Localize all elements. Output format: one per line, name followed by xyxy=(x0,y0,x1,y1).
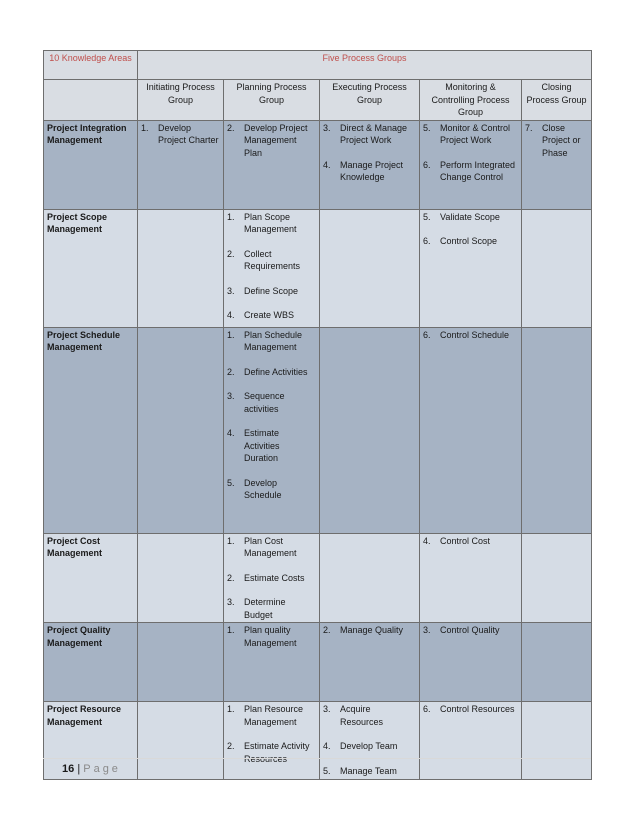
process-number: 5. xyxy=(227,477,235,488)
process-name: Perform Integrated Change Control xyxy=(440,159,516,182)
item-gap xyxy=(227,297,316,309)
table-row xyxy=(44,623,592,702)
process-number: 6. xyxy=(423,236,431,246)
process-name: Validate Scope xyxy=(440,211,500,222)
process-number: 6. xyxy=(423,159,431,170)
process-number: 5. xyxy=(423,122,431,133)
process-item xyxy=(227,390,316,415)
item-gap xyxy=(423,223,518,235)
process-item xyxy=(423,329,518,342)
process-cell-executing xyxy=(320,702,420,780)
process-cell-monitoring xyxy=(420,120,522,209)
process-number: 2. xyxy=(227,572,235,583)
blank-header xyxy=(44,80,138,121)
item-gap xyxy=(423,147,518,159)
process-number: 2. xyxy=(227,741,235,751)
process-name: Plan Resource Management xyxy=(244,704,304,727)
process-number: 1. xyxy=(227,211,235,222)
process-name: Control Scope xyxy=(440,236,498,246)
item-gap xyxy=(227,378,316,390)
process-item xyxy=(227,122,316,160)
process-number: 3. xyxy=(423,625,431,635)
process-cell-closing xyxy=(522,533,592,623)
knowledge-area-cell: Project Cost Management xyxy=(44,533,138,623)
process-name: Direct & Manage Project Work xyxy=(340,122,408,145)
process-name: Control Resources xyxy=(440,704,515,714)
process-name: Manage Quality xyxy=(340,625,404,635)
item-gap xyxy=(227,728,316,740)
process-item xyxy=(423,159,518,184)
process-number: 4. xyxy=(423,535,431,546)
process-item xyxy=(423,211,518,224)
process-number: 3. xyxy=(227,391,235,401)
col-header-planning: Planning Process Group xyxy=(224,80,320,121)
process-number: 3. xyxy=(323,122,331,133)
table-row xyxy=(44,120,592,209)
knowledge-area-cell: Project Schedule Management xyxy=(44,327,138,533)
item-gap xyxy=(227,465,316,477)
process-item xyxy=(227,248,316,273)
process-cell-executing xyxy=(320,120,420,209)
process-cell-monitoring xyxy=(420,327,522,533)
col-header-closing: Closing Process Group xyxy=(522,80,592,121)
process-number: 2. xyxy=(227,248,235,259)
process-item xyxy=(227,211,316,236)
process-cell-monitoring xyxy=(420,702,522,780)
process-name: Define Activities xyxy=(244,366,308,377)
process-name: Monitor & Control Project Work xyxy=(440,122,511,145)
process-cell-closing xyxy=(522,327,592,533)
knowledge-area-cell: Project Resource Management xyxy=(44,702,138,780)
process-cell-closing xyxy=(522,702,592,780)
item-gap xyxy=(227,236,316,248)
process-item xyxy=(227,703,316,728)
process-number: 2. xyxy=(323,625,331,635)
process-name: Estimate Activity Resources xyxy=(244,741,310,764)
process-name: Plan quality Management xyxy=(244,625,297,648)
process-number: 1. xyxy=(227,329,235,340)
process-cell-initiating xyxy=(138,702,224,780)
table-row xyxy=(44,327,592,533)
item-gap xyxy=(227,273,316,285)
process-name: Plan Cost Management xyxy=(244,535,297,558)
process-item xyxy=(227,740,316,765)
process-item xyxy=(323,703,416,728)
process-cell-planning xyxy=(224,327,320,533)
page-number: 16 xyxy=(62,763,75,775)
process-number: 6. xyxy=(423,704,431,714)
knowledge-area-cell: Project Integration Management xyxy=(44,120,138,209)
process-item xyxy=(323,740,416,753)
process-name: Define Scope xyxy=(244,285,299,296)
process-item xyxy=(227,329,316,354)
process-item xyxy=(227,477,316,502)
process-name: Control Schedule xyxy=(440,329,510,340)
process-name: Acquire Resources xyxy=(340,704,384,727)
footer-separator: | xyxy=(77,763,81,775)
process-item xyxy=(323,122,416,147)
knowledge-area-cell: Project Scope Management xyxy=(44,209,138,327)
process-number: 5. xyxy=(423,211,431,222)
process-name: Manage Team xyxy=(340,765,397,776)
process-cell-executing xyxy=(320,623,420,702)
process-cell-planning xyxy=(224,209,320,327)
process-name: Control Cost xyxy=(440,535,491,546)
process-number: 2. xyxy=(227,122,235,133)
process-name: Develop Schedule xyxy=(244,477,282,500)
item-gap xyxy=(323,147,416,159)
table-row xyxy=(44,533,592,623)
process-item xyxy=(423,235,518,248)
process-cell-initiating xyxy=(138,327,224,533)
knowledge-area-cell: Project Quality Management xyxy=(44,623,138,702)
process-number: 1. xyxy=(227,625,235,635)
process-number: 4. xyxy=(227,428,235,438)
process-item xyxy=(323,159,416,184)
process-name: Create WBS xyxy=(244,310,295,320)
process-number: 4. xyxy=(323,741,331,751)
process-number: 4. xyxy=(323,159,331,170)
process-groups-table xyxy=(43,50,592,780)
process-number: 3. xyxy=(227,285,235,296)
col-header-initiating: Initiating Process Group xyxy=(138,80,224,121)
table-row xyxy=(44,702,592,780)
item-gap xyxy=(227,560,316,572)
process-cell-planning xyxy=(224,702,320,780)
process-cell-executing xyxy=(320,533,420,623)
process-item xyxy=(323,624,416,637)
process-name: Control Quality xyxy=(440,625,500,635)
page-footer xyxy=(62,762,121,776)
col-header-monitoring: Monitoring & Controlling Process Group xyxy=(420,80,522,121)
process-cell-closing xyxy=(522,120,592,209)
process-item xyxy=(141,122,220,147)
process-item xyxy=(423,703,518,716)
process-item xyxy=(227,309,316,322)
process-number: 4. xyxy=(227,310,235,320)
process-number: 3. xyxy=(323,704,331,714)
process-cell-planning xyxy=(224,120,320,209)
process-cell-monitoring xyxy=(420,533,522,623)
process-name: Develop Project Charter xyxy=(158,122,219,145)
process-cell-executing xyxy=(320,327,420,533)
process-item xyxy=(227,624,316,649)
process-name: Plan Schedule Management xyxy=(244,329,303,352)
process-number: 1. xyxy=(227,535,235,546)
process-cell-initiating xyxy=(138,533,224,623)
process-cell-closing xyxy=(522,623,592,702)
process-number: 1. xyxy=(141,122,149,133)
item-gap xyxy=(323,728,416,740)
process-name: Sequence activities xyxy=(244,391,285,414)
process-name: Plan Scope Management xyxy=(244,211,297,234)
group-header: Five Process Groups xyxy=(138,51,592,80)
process-cell-executing xyxy=(320,209,420,327)
process-name: Develop Project Management Plan xyxy=(244,122,308,158)
process-name: Estimate Activities Duration xyxy=(244,428,280,463)
process-item xyxy=(227,285,316,298)
process-cell-planning xyxy=(224,623,320,702)
footer-rule xyxy=(43,758,591,759)
item-gap xyxy=(227,415,316,427)
process-item xyxy=(227,427,316,465)
process-item xyxy=(525,122,588,160)
process-number: 7. xyxy=(525,122,533,133)
process-number: 6. xyxy=(423,329,431,340)
page-label: Page xyxy=(83,763,121,775)
process-cell-planning xyxy=(224,533,320,623)
process-item xyxy=(227,572,316,585)
corner-header: 10 Knowledge Areas xyxy=(44,51,138,80)
table-row xyxy=(44,209,592,327)
process-name: Determine Budget xyxy=(244,597,286,620)
process-cell-monitoring xyxy=(420,623,522,702)
process-cell-initiating xyxy=(138,120,224,209)
process-number: 5. xyxy=(323,765,331,776)
process-number: 1. xyxy=(227,704,235,714)
process-item xyxy=(423,122,518,147)
process-name: Collect Requirements xyxy=(244,248,301,271)
process-name: Close Project or Phase xyxy=(542,122,581,158)
process-item xyxy=(423,624,518,637)
process-item xyxy=(323,765,416,778)
process-cell-initiating xyxy=(138,209,224,327)
process-number: 2. xyxy=(227,366,235,377)
process-cell-monitoring xyxy=(420,209,522,327)
process-name: Manage Project Knowledge xyxy=(340,159,404,182)
process-cell-closing xyxy=(522,209,592,327)
process-name: Develop Team xyxy=(340,741,398,751)
process-number: 3. xyxy=(227,597,235,607)
process-item xyxy=(423,535,518,548)
process-item xyxy=(227,366,316,379)
col-header-executing: Executing Process Group xyxy=(320,80,420,121)
process-item xyxy=(227,596,316,621)
item-gap xyxy=(227,354,316,366)
process-name: Estimate Costs xyxy=(244,572,305,583)
process-item xyxy=(227,535,316,560)
item-gap xyxy=(227,584,316,596)
process-cell-initiating xyxy=(138,623,224,702)
